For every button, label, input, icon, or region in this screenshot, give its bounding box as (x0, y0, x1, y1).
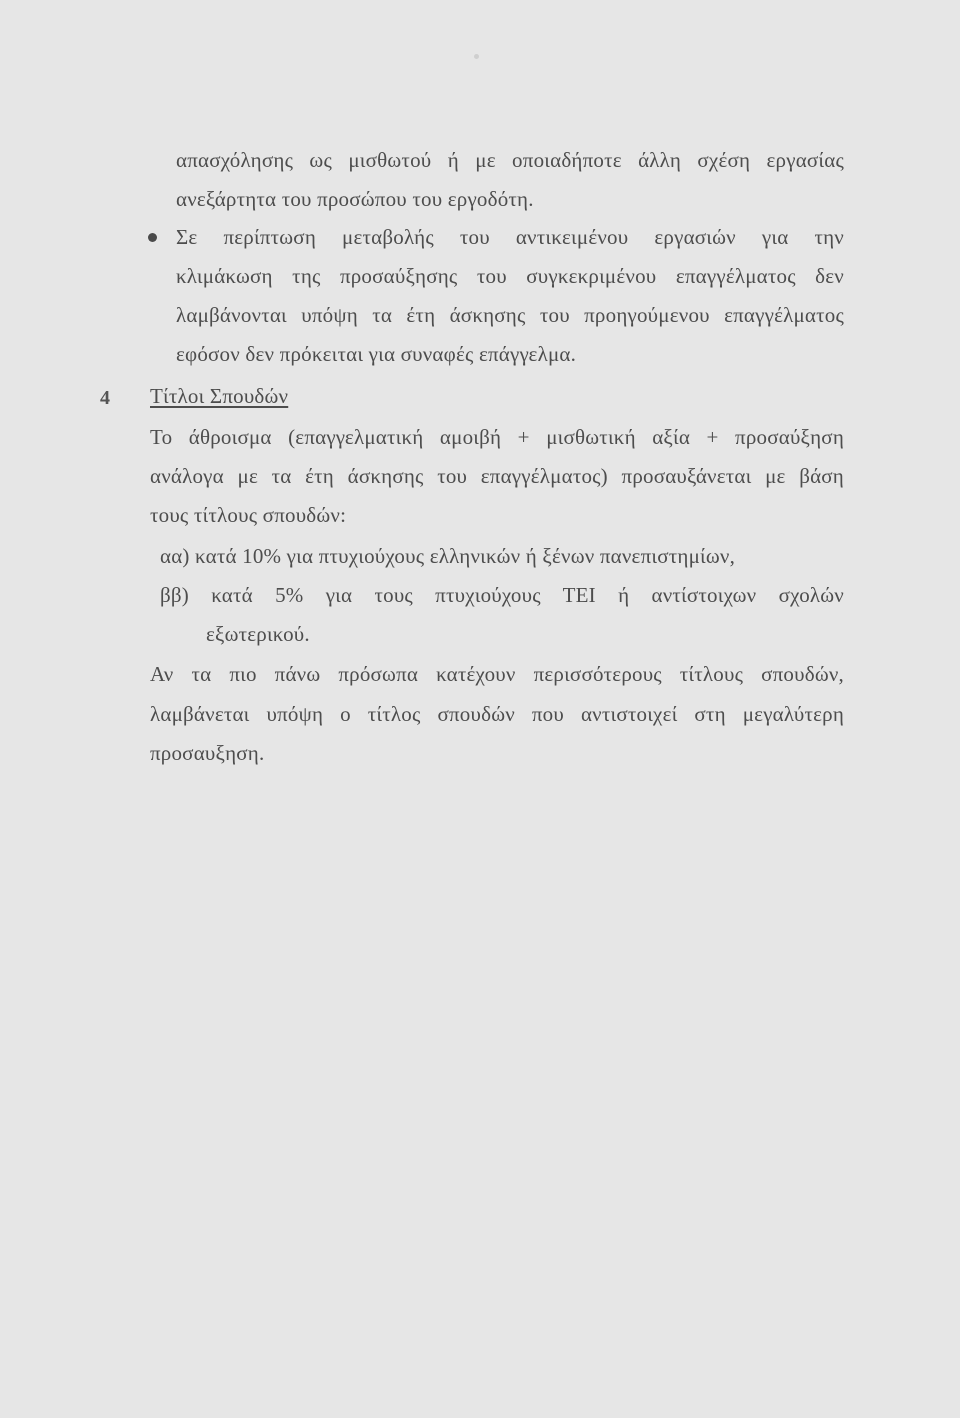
paragraph-line: ανεξάρτητα του προσώπου του εργοδότη. (176, 187, 534, 211)
paragraph-line: τους τίτλους σπουδών: (150, 503, 347, 527)
bullet-line: Σε περίπτωση μεταβολής του αντικειμένου εργασιών για την (176, 225, 844, 249)
bullet-icon (148, 233, 157, 242)
section-heading: Τίτλοι Σπουδών (150, 384, 289, 408)
paragraph-line: ανάλογα με τα έτη άσκησης του επαγγέλματος) προσαυξάνεται με βάση (150, 464, 844, 488)
section-number: 4 (100, 387, 110, 409)
paragraph-line: Το άθροισμα (επαγγελματική αμοιβή + μισθωτική αξία + προσαύξηση (150, 425, 844, 449)
paragraph-line: Αν τα πιο πάνω πρόσωπα κατέχουν περισσότερους τίτλους σπουδών, (150, 662, 844, 686)
scan-speck (474, 54, 479, 59)
paragraph-line: προσαυξηση. (150, 741, 265, 765)
list-item-bb: ββ) κατά 5% για τους πτυχιούχους ΤΕΙ ή αντίστοιχων σχολών (160, 583, 844, 607)
bullet-line: εφόσον δεν πρόκειται για συναφές επάγγελμα. (176, 342, 577, 366)
list-item-bb-continuation: εξωτερικού. (206, 622, 310, 646)
paragraph-line: λαμβάνεται υπόψη ο τίτλος σπουδών που αντιστοιχεί στη μεγαλύτερη (150, 702, 844, 726)
bullet-line: κλιμάκωση της προσαύξησης του συγκεκριμένου επαγγέλματος δεν (176, 264, 844, 288)
paragraph-line: απασχόλησης ως μισθωτού ή με οποιαδήποτε άλλη σχέση εργασίας (176, 148, 844, 172)
bullet-line: λαμβάνονται υπόψη τα έτη άσκησης του προηγούμενου επαγγέλματος (176, 303, 844, 327)
list-item-aa: αα) κατά 10% για πτυχιούχους ελληνικών ή ξένων πανεπιστημίων, (160, 544, 736, 568)
